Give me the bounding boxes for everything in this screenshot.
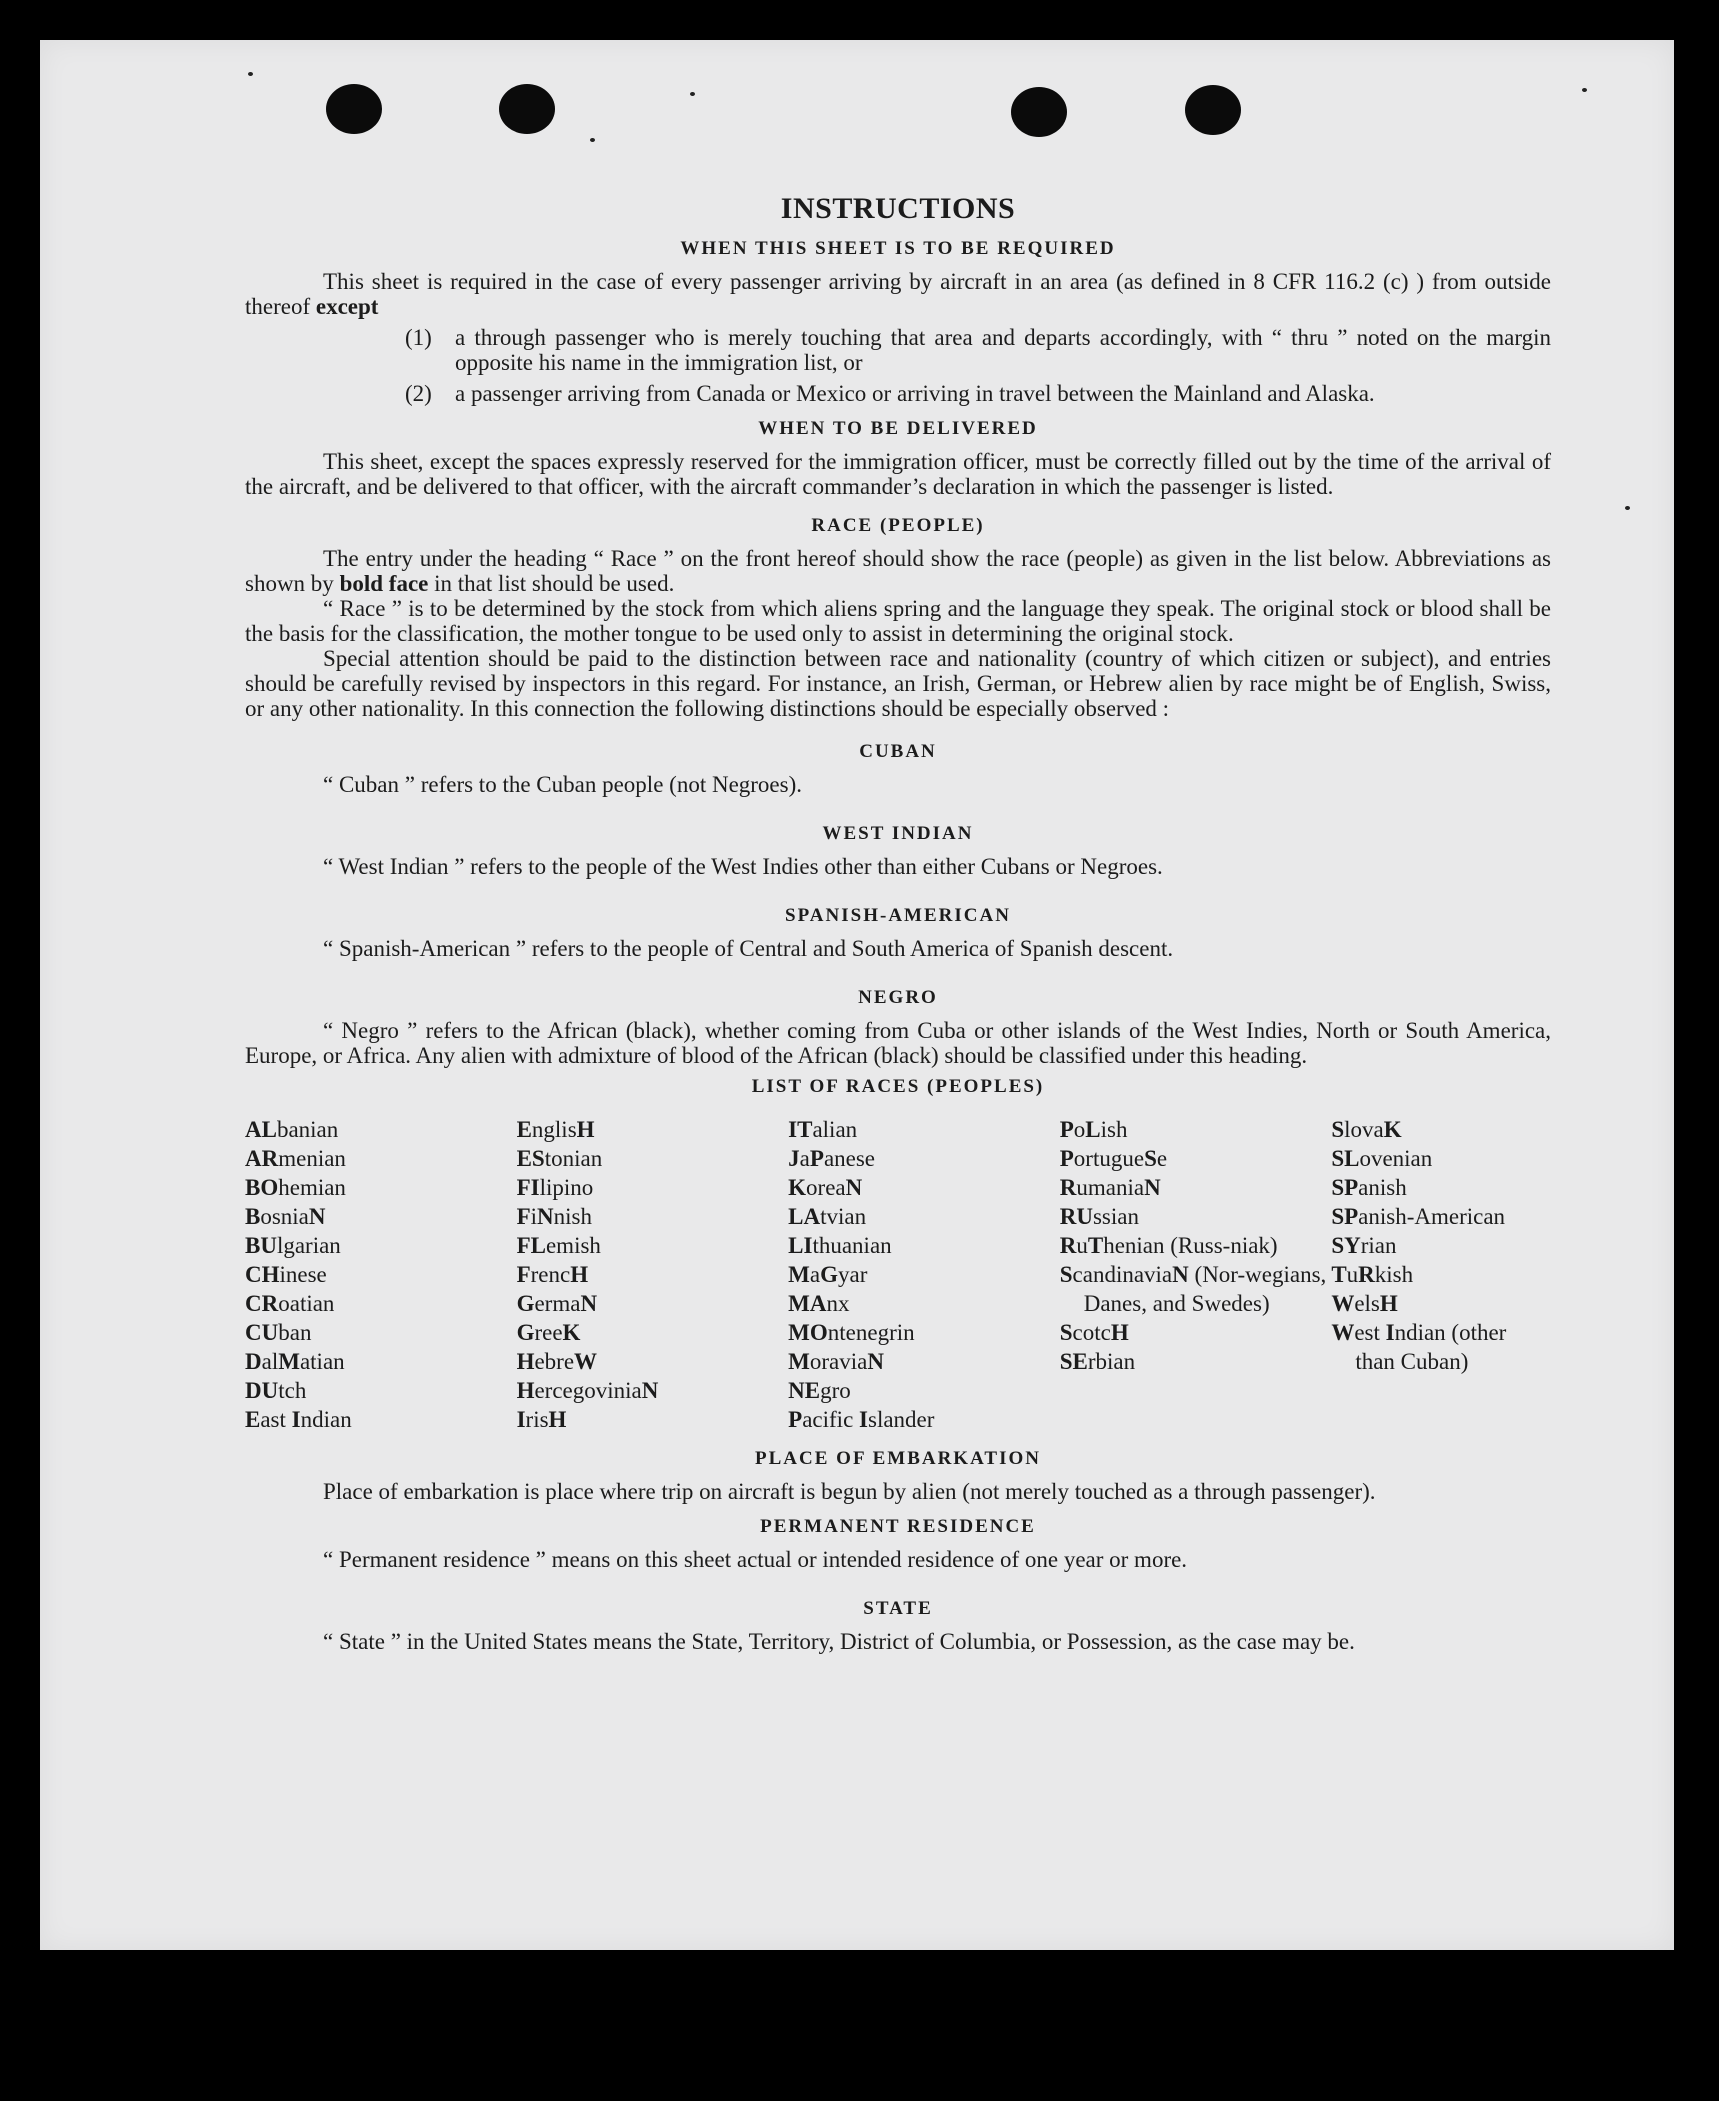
race-entry: ScotcH (1059, 1320, 1129, 1345)
residence-text: “ Permanent residence ” means on this sheet actual or intended residence of one year or more. (323, 1547, 1188, 1572)
section-heading-state: STATE (863, 1598, 933, 1619)
race-entry: NEgro (788, 1378, 851, 1403)
race-entry: West Indian (other than Cuban) (1331, 1320, 1507, 1374)
race-entry: BOhemian (245, 1175, 346, 1200)
race-entry: FIlipino (516, 1175, 594, 1200)
document-page (40, 40, 1674, 1950)
race-entry: ARmenian (245, 1146, 346, 1171)
race-entry: GermaN (516, 1291, 598, 1316)
section-heading-list: LIST OF RACES (PEOPLES) (751, 1076, 1045, 1097)
race-entry: SPanish-American (1331, 1204, 1506, 1229)
section-heading-spanish-american: SPANISH-AMERICAN (785, 905, 1011, 926)
embarkation-text: Place of embarkation is place where trip on aircraft is begun by alien (not merely touched as a through passenger). (323, 1479, 1376, 1504)
section-heading-race: RACE (PEOPLE) (811, 515, 985, 536)
instructions-content (245, 192, 1551, 1654)
race-list (245, 1115, 1551, 1434)
race-entry: LAtvian (788, 1204, 867, 1229)
section-heading-cuban: CUBAN (859, 741, 937, 762)
race-entry: SLovenian (1331, 1146, 1433, 1171)
race-entry: EnglisH (516, 1117, 595, 1142)
section-heading-residence: PERMANENT RESIDENCE (760, 1516, 1036, 1537)
race-entry: EStonian (516, 1146, 603, 1171)
section-heading-required: WHEN THIS SHEET IS TO BE REQUIRED (680, 238, 1116, 259)
punch-hole (499, 84, 555, 134)
race-entry: LIthuanian (788, 1233, 892, 1258)
race-paragraph-3: Special attention should be paid to the distinction between race and nationality (country of which citizen or subject), and entries should be carefully revised by inspectors in this regard. For instance, an Irish, German, or Hebrew alien by race might be of English, Swiss, or any other nationality. In this connection the following distinctions should be especially observed : (245, 646, 1551, 721)
cuban-text: “ Cuban ” refers to the Cuban people (not Negroes). (323, 772, 803, 797)
race-entry: WelsH (1331, 1291, 1398, 1316)
race-entry: MoraviaN (788, 1349, 884, 1374)
punch-hole (326, 84, 382, 134)
speck (1582, 88, 1587, 92)
race-entry: MaGyar (788, 1262, 868, 1287)
race-entry: ScandinaviaN (Nor-wegians, Danes, and Swedes) (1059, 1262, 1327, 1316)
race-column (1331, 1115, 1551, 1434)
negro-text: “ Negro ” refers to the African (black), whether coming from Cuba or other islands of the West Indies, North or South America, Europe, or Africa. Any alien with admixture of blood of the African (black) should be classified under this heading. (245, 1018, 1551, 1068)
exception-item-2: (2) a passenger arriving from Canada or Mexico or arriving in travel between the Mainland and Alaska. (405, 381, 1375, 406)
section-heading-west-indian: WEST INDIAN (822, 823, 974, 844)
race-entry: MAnx (788, 1291, 850, 1316)
race-column (788, 1115, 1060, 1434)
spanish-american-text: “ Spanish-American ” refers to the people of Central and South America of Spanish descent. (323, 936, 1174, 961)
section-heading-delivered: WHEN TO BE DELIVERED (758, 418, 1038, 439)
race-entry: BUlgarian (245, 1233, 341, 1258)
race-paragraph-2: “ Race ” is to be determined by the stock from which aliens spring and the language they speak. The original stock or blood shall be the basis for the classification, the mother tongue to be used only to assist in determining the original stock. (245, 596, 1551, 646)
race-entry: Pacific Islander (788, 1407, 935, 1432)
race-entry: JaPanese (788, 1146, 876, 1171)
race-entry: PoLish (1059, 1117, 1128, 1142)
race-entry: FLemish (516, 1233, 601, 1258)
race-entry: RUssian (1059, 1204, 1139, 1229)
race-column (245, 1115, 517, 1434)
race-entry: DUtch (245, 1378, 307, 1403)
west-indian-text: “ West Indian ” refers to the people of the West Indies other than either Cubans or Negroes. (323, 854, 1163, 879)
race-entry: IrisH (516, 1407, 567, 1432)
race-entry: MOntenegrin (788, 1320, 915, 1345)
delivered-text: This sheet, except the spaces expressly reserved for the immigration officer, must be correctly filled out by the time of the arrival of the aircraft, and be delivered to that officer, with the aircraft commander’s declaration in which the passenger is listed. (245, 449, 1551, 499)
race-entry: ITalian (788, 1117, 858, 1142)
race-entry: RumaniaN (1059, 1175, 1161, 1200)
section-heading-negro: NEGRO (858, 987, 938, 1008)
race-entry: BosniaN (245, 1204, 326, 1229)
race-entry: HercegoviniaN (516, 1378, 659, 1403)
race-entry: RuThenian (Russ-niak) (1059, 1233, 1278, 1258)
page-title: INSTRUCTIONS (780, 192, 1016, 225)
section-heading-embarkation: PLACE OF EMBARKATION (755, 1448, 1041, 1469)
race-entry: GreeK (516, 1320, 581, 1345)
race-entry: KoreaN (788, 1175, 863, 1200)
race-entry: ALbanian (245, 1117, 339, 1142)
race-entry: DalMatian (245, 1349, 345, 1374)
race-entry: CUban (245, 1320, 312, 1345)
race-entry: East Indian (245, 1407, 352, 1432)
race-entry: FrencH (516, 1262, 589, 1287)
punch-hole (1185, 85, 1241, 135)
speck (1625, 506, 1630, 510)
race-column (517, 1115, 789, 1434)
state-text: “ State ” in the United States means the State, Territory, District of Columbia, or Possession, as the case may be. (323, 1629, 1355, 1654)
race-entry: CRoatian (245, 1291, 335, 1316)
race-entry: FiNnish (516, 1204, 592, 1229)
required-intro: This sheet is required in the case of every passenger arriving by aircraft in an area (as defined in 8 CFR 116.2 (c) ) from outside thereof except (245, 269, 1551, 319)
race-entry: SPanish (1331, 1175, 1407, 1200)
race-entry: SErbian (1059, 1349, 1136, 1374)
speck (590, 138, 595, 142)
punch-hole (1011, 87, 1067, 137)
speck (690, 92, 695, 96)
race-paragraph-1: The entry under the heading “ Race ” on the front hereof should show the race (people) as given in the list below. Abbreviations as shown by bold face in that list should be used. (245, 546, 1551, 596)
speck (248, 72, 253, 76)
race-entry: PortugueSe (1059, 1146, 1168, 1171)
race-entry: CHinese (245, 1262, 327, 1287)
race-entry: SlovaK (1331, 1117, 1402, 1142)
race-column (1060, 1115, 1332, 1434)
race-entry: HebreW (516, 1349, 598, 1374)
race-entry: TuRkish (1331, 1262, 1414, 1287)
exception-item-1: (1) a through passenger who is merely touching that area and departs accordingly, with “ thru ” noted on the margin opposite his name in the immigration list, or (405, 325, 1551, 375)
race-entry: SYrian (1331, 1233, 1397, 1258)
